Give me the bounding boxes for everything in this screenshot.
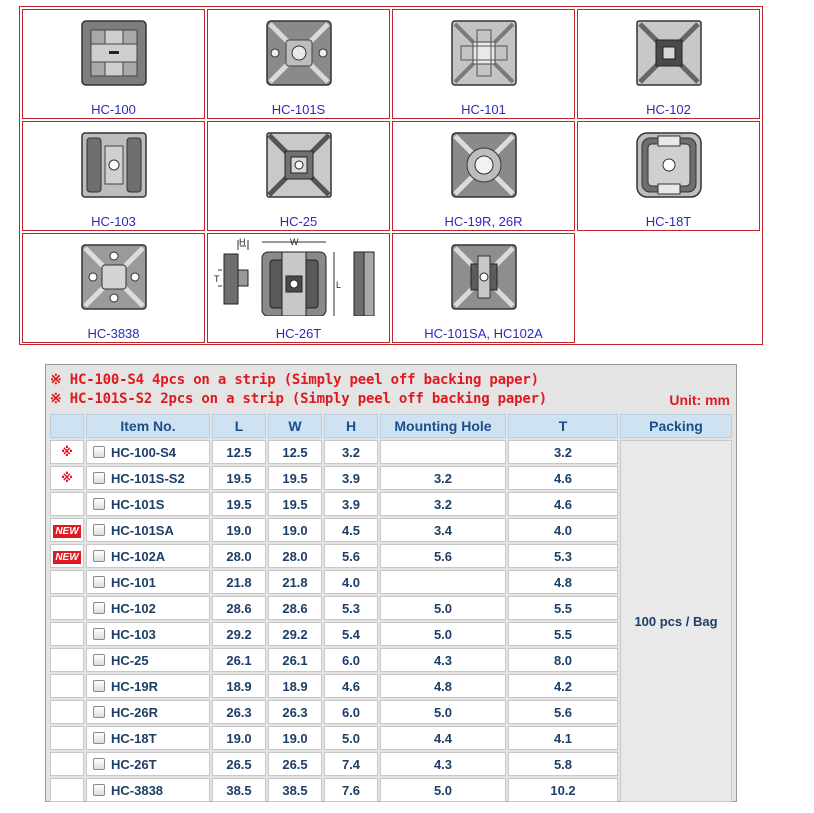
select-checkbox[interactable]: [93, 576, 105, 588]
cell-w: 26.1: [268, 648, 322, 672]
item-no: HC-26T: [111, 756, 157, 772]
header-w: W: [268, 414, 322, 438]
cell-h: 3.2: [324, 440, 378, 464]
product-cell-hc-3838[interactable]: [22, 233, 205, 343]
item-no: HC-101S: [111, 496, 165, 512]
cell-l: 12.5: [212, 440, 266, 464]
cell-t: 8.0: [508, 648, 618, 672]
select-checkbox[interactable]: [93, 446, 105, 458]
header-mounting-hole: Mounting Hole: [380, 414, 506, 438]
product-label[interactable]: HC-18T: [645, 214, 692, 229]
product-label[interactable]: HC-25: [279, 214, 318, 229]
cell-t: 3.2: [508, 440, 618, 464]
product-label[interactable]: HC-101: [461, 102, 506, 117]
select-checkbox[interactable]: [93, 550, 105, 562]
new-badge-cell: [50, 544, 84, 568]
hc-101-mount-image: [451, 20, 517, 86]
cell-hole: 5.0: [380, 700, 506, 724]
strip-note-hc-100-s4: ※ HC-100-S4 4pcs on a strip (Simply peel off backing paper): [50, 372, 539, 388]
product-label[interactable]: HC-102: [646, 102, 691, 117]
mark-cell: [50, 622, 84, 646]
item-cell: [86, 518, 210, 542]
cell-hole: [380, 440, 506, 464]
item-no: HC-25: [111, 652, 149, 668]
cell-h: 5.4: [324, 622, 378, 646]
item-no: HC-26R: [111, 704, 158, 720]
header-t: T: [508, 414, 618, 438]
cell-l: 26.5: [212, 752, 266, 776]
mark-cell: [50, 492, 84, 516]
cell-w: 19.5: [268, 492, 322, 516]
cell-w: 28.0: [268, 544, 322, 568]
select-checkbox[interactable]: [93, 602, 105, 614]
cell-hole: 3.2: [380, 492, 506, 516]
hc-19r-mount-image: [451, 132, 517, 198]
cell-hole: 3.2: [380, 466, 506, 490]
cell-t: 4.2: [508, 674, 618, 698]
cell-h: 4.5: [324, 518, 378, 542]
hc-102-mount-image: [636, 20, 702, 86]
item-no: HC-101S-S2: [111, 470, 185, 486]
cell-t: 5.6: [508, 700, 618, 724]
product-cell-hc-103[interactable]: [22, 121, 205, 231]
cell-hole: 5.6: [380, 544, 506, 568]
hc-103-mount-image: [81, 132, 147, 198]
cell-l: 28.0: [212, 544, 266, 568]
cell-t: 5.8: [508, 752, 618, 776]
unit-label: Unit: mm: [669, 392, 730, 408]
cell-w: 38.5: [268, 778, 322, 802]
cell-h: 5.0: [324, 726, 378, 750]
item-cell: [86, 492, 210, 516]
item-cell: [86, 778, 210, 802]
product-label[interactable]: HC-3838: [87, 326, 140, 341]
cell-w: 26.3: [268, 700, 322, 724]
cell-l: 19.0: [212, 518, 266, 542]
mark-cell: [50, 726, 84, 750]
cell-w: 12.5: [268, 440, 322, 464]
spec-table-panel: [45, 364, 737, 802]
cell-l: 29.2: [212, 622, 266, 646]
cell-t: 4.8: [508, 570, 618, 594]
cell-hole: [380, 570, 506, 594]
select-checkbox[interactable]: [93, 472, 105, 484]
select-checkbox[interactable]: [93, 758, 105, 770]
cell-hole: 4.3: [380, 648, 506, 672]
header-item-no: Item No.: [86, 414, 210, 438]
empty-cell: [577, 233, 760, 343]
hc-100-mount-image: [81, 20, 147, 86]
hc-101s-mount-image: [266, 20, 332, 86]
hc-18t-mount-image: [636, 132, 702, 198]
cell-l: 26.1: [212, 648, 266, 672]
hc-26t-dimension-diagram: [214, 236, 384, 316]
product-cell-hc-101sa[interactable]: [392, 233, 575, 343]
item-cell: [86, 570, 210, 594]
cell-w: 26.5: [268, 752, 322, 776]
mark-cell: [50, 752, 84, 776]
cell-w: 19.5: [268, 466, 322, 490]
cell-h: 3.9: [324, 466, 378, 490]
select-checkbox[interactable]: [93, 628, 105, 640]
cell-hole: 4.3: [380, 752, 506, 776]
cell-w: 29.2: [268, 622, 322, 646]
select-checkbox[interactable]: [93, 498, 105, 510]
header-h: H: [324, 414, 378, 438]
mark-cell: [50, 596, 84, 620]
cell-hole: 4.8: [380, 674, 506, 698]
product-cell-hc-100[interactable]: [22, 9, 205, 119]
cell-hole: 5.0: [380, 778, 506, 802]
select-checkbox[interactable]: [93, 732, 105, 744]
product-label[interactable]: HC-103: [91, 214, 136, 229]
table-header-row: [50, 414, 732, 438]
mark-cell: [50, 700, 84, 724]
product-cell-hc-101s[interactable]: [207, 9, 390, 119]
cell-h: 7.6: [324, 778, 378, 802]
cell-l: 19.5: [212, 492, 266, 516]
cell-l: 18.9: [212, 674, 266, 698]
select-checkbox[interactable]: [93, 680, 105, 692]
cell-w: 19.0: [268, 518, 322, 542]
mark-cell: [50, 570, 84, 594]
item-cell: [86, 648, 210, 672]
diagram-w-label: W: [289, 237, 298, 247]
product-label[interactable]: HC-101S: [271, 102, 326, 117]
cell-t: 4.6: [508, 492, 618, 516]
cell-t: 5.5: [508, 596, 618, 620]
new-badge: NEW: [55, 551, 79, 563]
cell-w: 28.6: [268, 596, 322, 620]
cell-l: 38.5: [212, 778, 266, 802]
item-no: HC-102: [111, 600, 156, 616]
strip-note-hc-101s-s2: ※ HC-101S-S2 2pcs on a strip (Simply peel off backing paper): [50, 391, 548, 407]
cell-l: 21.8: [212, 570, 266, 594]
item-cell: [86, 596, 210, 620]
hc-25-mount-image: [266, 132, 332, 198]
cell-t: 4.0: [508, 518, 618, 542]
cell-hole: 3.4: [380, 518, 506, 542]
mark-cell: [50, 778, 84, 802]
select-checkbox[interactable]: [93, 524, 105, 536]
cell-h: 5.3: [324, 596, 378, 620]
item-no: HC-18T: [111, 730, 157, 746]
select-checkbox[interactable]: [93, 706, 105, 718]
cell-l: 19.0: [212, 726, 266, 750]
product-cell-hc-19r[interactable]: [392, 121, 575, 231]
diagram-h-label: H: [238, 237, 245, 247]
header-l: L: [212, 414, 266, 438]
cell-hole: 5.0: [380, 622, 506, 646]
product-cell-hc-102[interactable]: [577, 9, 760, 119]
cell-hole: 4.4: [380, 726, 506, 750]
cell-w: 19.0: [268, 726, 322, 750]
item-cell: [86, 544, 210, 568]
cell-h: 5.6: [324, 544, 378, 568]
mark-cell: [50, 648, 84, 672]
item-cell: [86, 440, 210, 464]
product-label[interactable]: HC-26T: [275, 326, 322, 341]
cell-t: 5.5: [508, 622, 618, 646]
item-no: HC-102A: [111, 548, 166, 564]
item-no: HC-101: [111, 574, 156, 590]
cell-h: 7.4: [324, 752, 378, 776]
item-no: HC-19R: [111, 678, 158, 694]
product-label[interactable]: HC-100: [91, 102, 136, 117]
cell-w: 21.8: [268, 570, 322, 594]
header-mark: [50, 414, 84, 438]
hc-101sa-mount-image: [451, 244, 517, 310]
hc-3838-mount-image: [81, 244, 147, 310]
cell-t: 10.2: [508, 778, 618, 802]
cell-t: 5.3: [508, 544, 618, 568]
item-no: HC-101SA: [111, 522, 174, 538]
item-cell: [86, 622, 210, 646]
item-cell: [86, 752, 210, 776]
item-cell: [86, 466, 210, 490]
item-cell: [86, 700, 210, 724]
product-cell-hc-101[interactable]: [392, 9, 575, 119]
cell-t: 4.6: [508, 466, 618, 490]
cell-l: 26.3: [212, 700, 266, 724]
cell-l: 19.5: [212, 466, 266, 490]
spec-table: [48, 412, 734, 804]
strip-mark: ※: [50, 466, 84, 490]
cell-t: 4.1: [508, 726, 618, 750]
diagram-t-label: T: [213, 274, 219, 284]
new-badge: NEW: [55, 525, 79, 537]
item-no: HC-3838: [111, 782, 164, 798]
cell-w: 18.9: [268, 674, 322, 698]
new-badge-cell: [50, 518, 84, 542]
item-no: HC-103: [111, 626, 156, 642]
item-cell: [86, 674, 210, 698]
product-cell-hc-25[interactable]: [207, 121, 390, 231]
cell-h: 3.9: [324, 492, 378, 516]
header-packing: Packing: [620, 414, 732, 438]
product-label[interactable]: HC-19R, 26R: [444, 214, 523, 229]
cell-hole: 5.0: [380, 596, 506, 620]
packing-cell: 100 pcs / Bag: [620, 440, 732, 802]
cell-l: 28.6: [212, 596, 266, 620]
diagram-l-label: L: [335, 280, 341, 290]
item-cell: [86, 726, 210, 750]
mark-cell: [50, 674, 84, 698]
item-no: HC-100-S4: [111, 444, 177, 460]
product-label[interactable]: HC-101SA, HC102A: [424, 326, 543, 341]
product-cell-hc-18t[interactable]: [577, 121, 760, 231]
product-grid: [19, 6, 763, 345]
strip-mark: ※: [50, 440, 84, 464]
cell-h: 6.0: [324, 648, 378, 672]
select-checkbox[interactable]: [93, 784, 105, 796]
product-cell-hc-26t[interactable]: [207, 233, 390, 343]
table-row: [50, 440, 732, 464]
cell-h: 6.0: [324, 700, 378, 724]
cell-h: 4.0: [324, 570, 378, 594]
cell-h: 4.6: [324, 674, 378, 698]
select-checkbox[interactable]: [93, 654, 105, 666]
